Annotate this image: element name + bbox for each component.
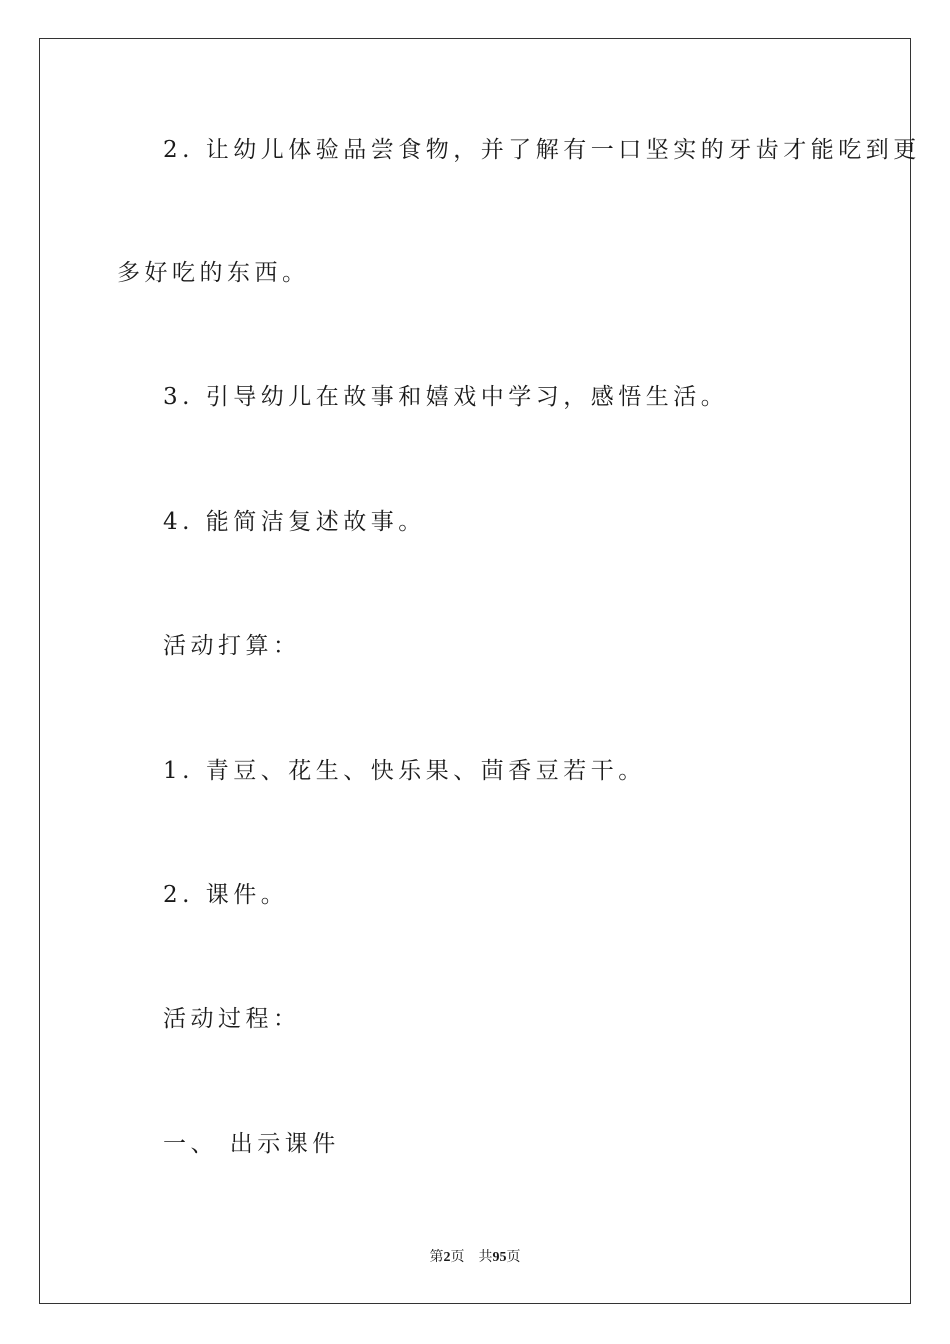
text-line: 1. 青豆、花生、快乐果、茴香豆若干。 — [163, 758, 646, 784]
page-border — [39, 38, 911, 1304]
text-line: 多好吃的东西。 — [117, 260, 310, 286]
footer-page-suffix: 页 — [450, 1249, 465, 1265]
section-heading: 活动打算： — [163, 633, 301, 659]
section-heading: 活动过程： — [163, 1006, 301, 1032]
text-line: 2. 课件。 — [163, 882, 289, 908]
footer-total-suffix: 页 — [506, 1249, 521, 1265]
footer-page-number: 2 — [443, 1250, 451, 1265]
text-line: 4. 能简洁复述故事。 — [163, 509, 426, 535]
text-line: 一、 出示课件 — [163, 1131, 340, 1157]
page-footer — [0, 1248, 950, 1267]
footer-total-prefix: 共 — [478, 1249, 493, 1265]
footer-total-pages: 95 — [492, 1250, 507, 1265]
text-line: 3. 引导幼儿在故事和嬉戏中学习，感悟生活。 — [163, 384, 729, 410]
text-line: 2. 让幼儿体验品尝食物，并了解有一口坚实的牙齿才能吃到更 — [163, 137, 921, 163]
footer-page-prefix: 第 — [429, 1249, 444, 1265]
